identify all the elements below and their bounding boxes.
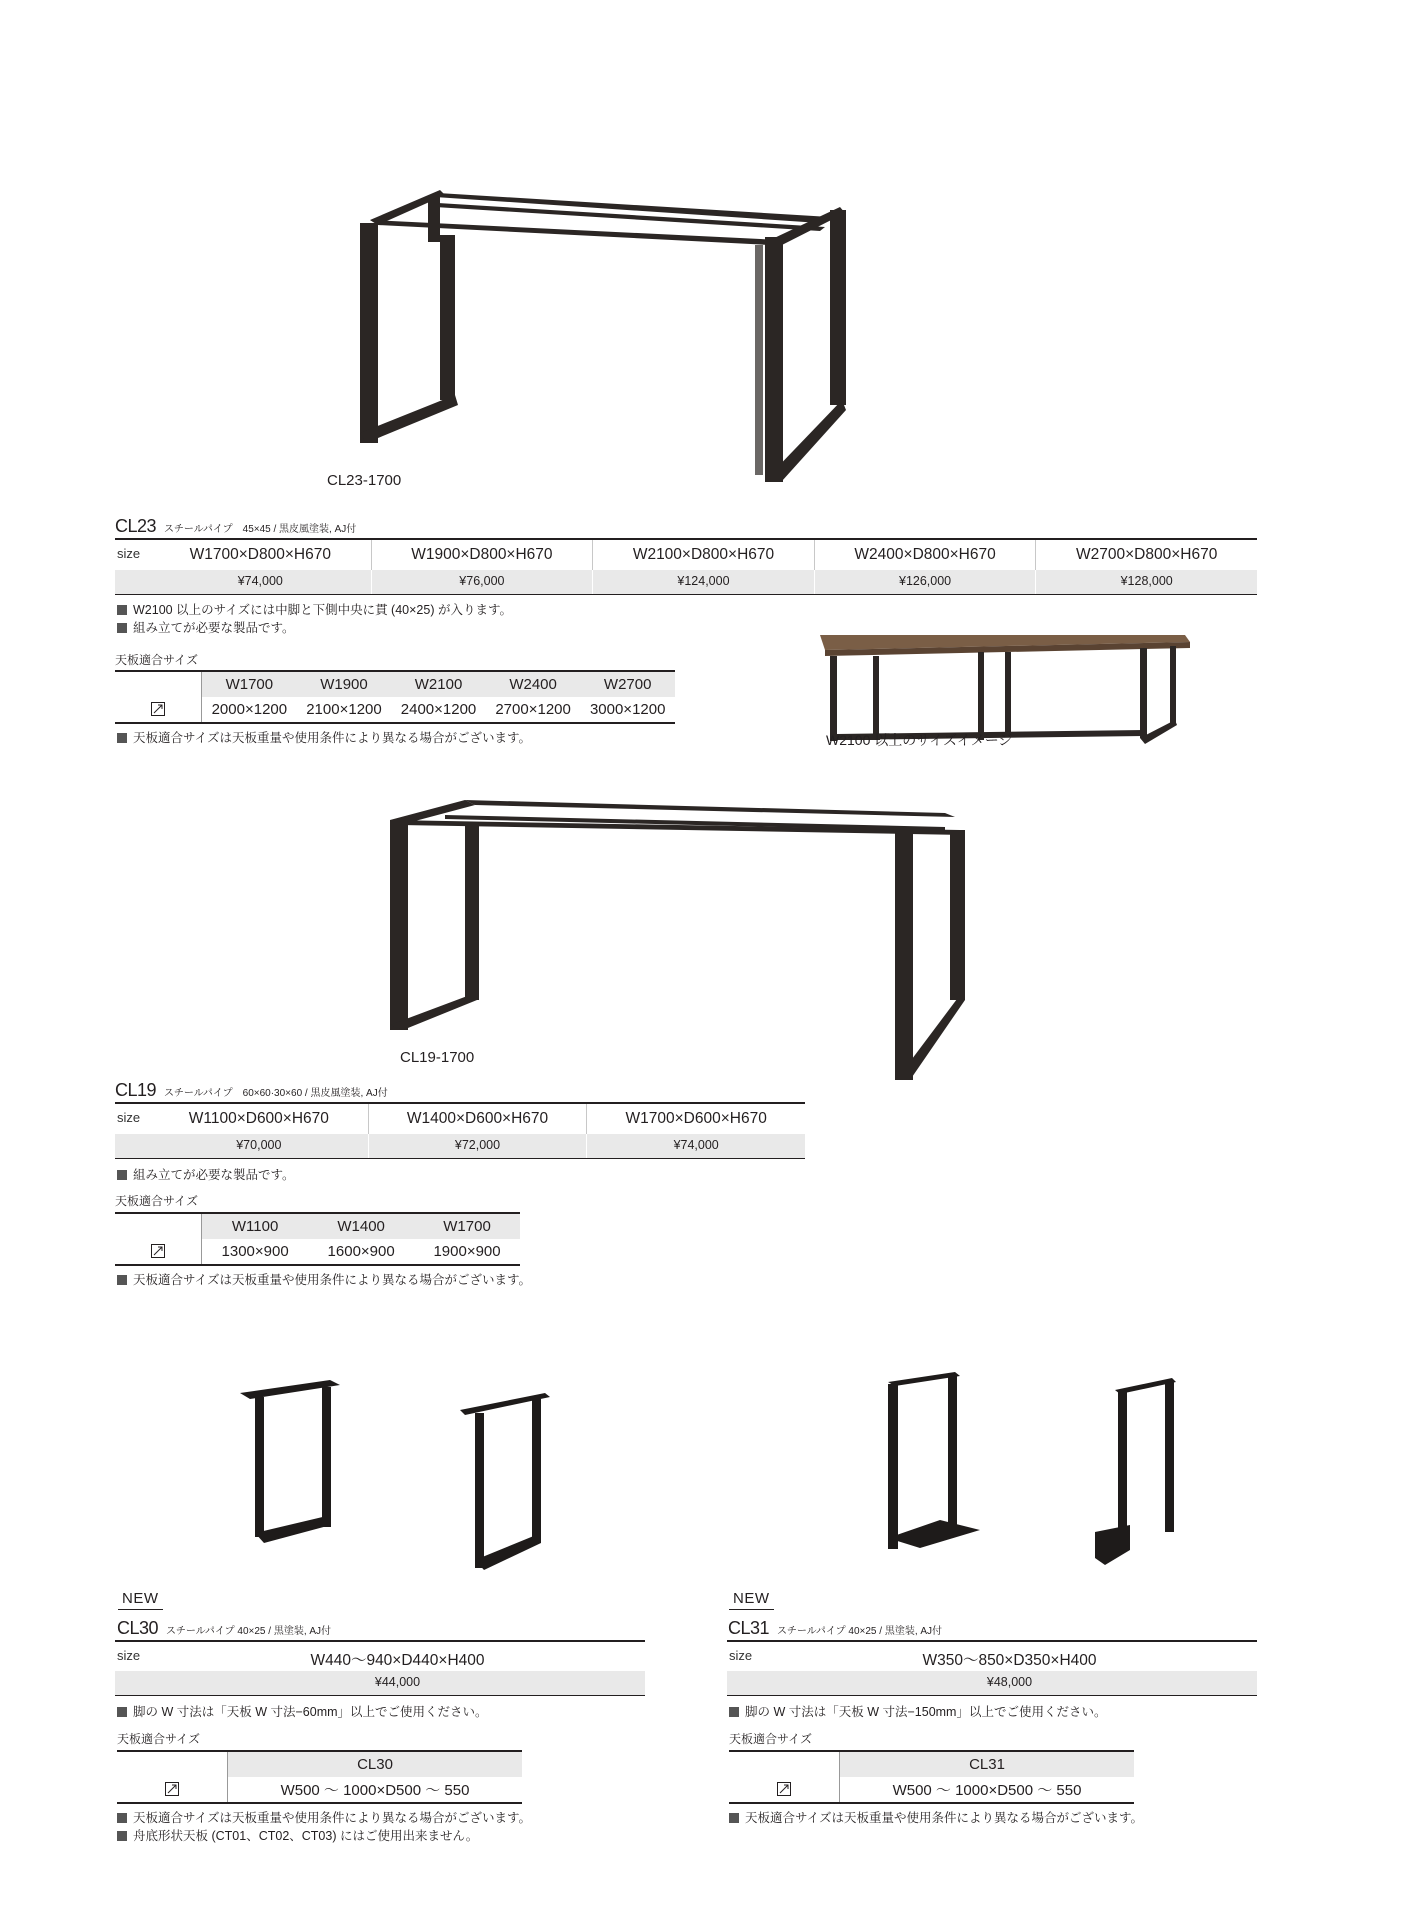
cl23-size-row: [150, 540, 1257, 572]
cl19-fit-table: [115, 1212, 520, 1266]
fit-value: 2400×1200: [391, 697, 486, 723]
price-cell: ¥124,000: [592, 570, 814, 594]
cl23-bottom-rule: [115, 594, 1257, 595]
cl23-fit-table: [115, 670, 675, 724]
note-text: 脚の W 寸法は「天板 W 寸法−60mm」以上でご使用ください。: [133, 1705, 488, 1719]
cl31-price-row: [727, 1671, 1257, 1695]
cl30-size-row: [150, 1642, 645, 1674]
cl19-size-row: [150, 1104, 805, 1136]
fit-icon-header: [115, 1213, 202, 1239]
cl19-size-label: size: [117, 1110, 141, 1125]
cl30-fit-note: [117, 1808, 531, 1826]
fit-icon-cell: [729, 1777, 840, 1803]
cl30-fit-note: [117, 1826, 478, 1844]
note-text: 舟底形状天板 (CT01、CT02、CT03) にはご使用出来ません。: [133, 1829, 479, 1843]
note-text: W2100 以上のサイズには中脚と下側中央に貫 (40×25) が入ります。: [133, 603, 512, 617]
size-cell: W1400×D600×H670: [368, 1104, 587, 1136]
fit-value: 3000×1200: [580, 697, 675, 723]
cl23-size-label: size: [117, 546, 141, 561]
cl31-bottom-rule: [727, 1695, 1257, 1696]
cl30-size-label: size: [117, 1648, 141, 1663]
note-text: 天板適合サイズは天板重量や使用条件により異なる場合がございます。: [745, 1811, 1144, 1825]
note-text: 天板適合サイズは天板重量や使用条件により異なる場合がございます。: [133, 1273, 532, 1287]
size-cell: W1100×D600×H670: [188, 1110, 329, 1127]
cl19-spec: スチールパイプ 60×60·30×60 / 黒皮風塗装, AJ付: [164, 1088, 388, 1099]
price-cell: ¥74,000: [586, 1134, 805, 1158]
fit-icon-cell: [115, 697, 202, 723]
cl23-wide-table-image: [815, 630, 1190, 745]
bullet-square-icon: [117, 1275, 127, 1285]
fit-header: W1900: [297, 671, 392, 697]
fit-icon-header: [115, 671, 202, 697]
cl30-new-badge: NEW: [118, 1590, 163, 1610]
price-cell: ¥74,000: [237, 574, 283, 588]
bullet-square-icon: [729, 1813, 739, 1823]
cl23-spec: スチールパイプ 45×45 / 黒皮風塗装, AJ付: [164, 524, 357, 535]
size-cell: W1700×D600×H670: [586, 1104, 805, 1136]
cl23-header: [115, 516, 356, 537]
cl30-price-row: [115, 1671, 645, 1695]
cl19-code: CL19: [115, 1080, 157, 1100]
bullet-square-icon: [117, 1831, 127, 1841]
tabletop-size-icon: [777, 1782, 791, 1796]
price-cell: ¥76,000: [371, 570, 593, 594]
fit-header: W2400: [486, 671, 581, 697]
cl30-leg-image: [235, 1375, 565, 1585]
cl19-price-row: [115, 1134, 805, 1158]
fit-value: 2700×1200: [486, 697, 581, 723]
cl31-size-row: [762, 1642, 1257, 1674]
cl31-spec: スチールパイプ 40×25 / 黒塗装, AJ付: [777, 1626, 943, 1637]
cl23-fit-note: [117, 728, 531, 746]
fit-header: CL31: [840, 1751, 1135, 1777]
cl19-header: [115, 1080, 388, 1101]
fit-header: W1400: [308, 1213, 414, 1239]
cl31-fit-note: [729, 1808, 1143, 1826]
fit-header: W1100: [202, 1213, 309, 1239]
cl23-code: CL23: [115, 516, 157, 536]
note-text: 組み立てが必要な製品です。: [133, 621, 295, 635]
cl30-fit-title: 天板適合サイズ: [117, 1732, 201, 1746]
fit-value: 2100×1200: [297, 697, 392, 723]
fit-icon-cell: [117, 1777, 228, 1803]
cl19-image-caption: CL19-1700: [400, 1049, 475, 1066]
bullet-square-icon: [117, 733, 127, 743]
cl23-table-frame-image: [350, 185, 1000, 495]
cl19-bottom-rule: [115, 1158, 805, 1159]
size-cell: W350〜850×D350×H400: [922, 1652, 1097, 1669]
fit-header: W2700: [580, 671, 675, 697]
note-text: 脚の W 寸法は「天板 W 寸法−150mm」以上でご使用ください。: [745, 1705, 1107, 1719]
cl31-fit-title: 天板適合サイズ: [729, 1732, 813, 1746]
fit-header: W1700: [202, 671, 297, 697]
tabletop-size-icon: [151, 1244, 165, 1258]
bullet-square-icon: [117, 1813, 127, 1823]
bullet-square-icon: [117, 605, 127, 615]
note-text: 天板適合サイズは天板重量や使用条件により異なる場合がございます。: [133, 1811, 532, 1825]
bullet-square-icon: [117, 623, 127, 633]
price-cell: ¥128,000: [1035, 570, 1257, 594]
cl19-note: [117, 1165, 295, 1183]
cl23-note: [117, 600, 512, 618]
price-cell: ¥48,000: [986, 1675, 1033, 1689]
fit-value: 1900×900: [414, 1239, 520, 1265]
cl23-image-caption: CL23-1700: [327, 472, 402, 489]
price-cell: ¥70,000: [236, 1138, 282, 1152]
fit-value: W500 〜 1000×D500 〜 550: [840, 1777, 1135, 1803]
fit-value: W500 〜 1000×D500 〜 550: [228, 1777, 523, 1803]
fit-header: CL30: [228, 1751, 523, 1777]
cl23-price-row: [115, 570, 1257, 594]
tabletop-size-icon: [151, 702, 165, 716]
cl19-table-frame-image: [385, 795, 970, 1085]
cl19-fit-note: [117, 1270, 531, 1288]
fit-header: W1700: [414, 1213, 520, 1239]
note-text: 組み立てが必要な製品です。: [133, 1168, 295, 1182]
cl30-spec: スチールパイプ 40×25 / 黒塗装, AJ付: [166, 1626, 332, 1637]
fit-value: 1600×900: [308, 1239, 414, 1265]
cl30-code: CL30: [117, 1618, 159, 1638]
price-cell: ¥126,000: [814, 570, 1036, 594]
cl30-note: [117, 1702, 488, 1720]
fit-value: 2000×1200: [202, 697, 297, 723]
fit-value: 1300×900: [202, 1239, 309, 1265]
cl31-code: CL31: [728, 1618, 770, 1638]
cl19-fit-title: 天板適合サイズ: [115, 1194, 199, 1208]
cl23-note: [117, 618, 295, 636]
size-cell: W2700×D800×H670: [1035, 540, 1257, 572]
price-cell: ¥44,000: [374, 1675, 421, 1689]
size-cell: W2400×D800×H670: [814, 540, 1036, 572]
fit-header: W2100: [391, 671, 486, 697]
cl31-note: [729, 1702, 1106, 1720]
cl31-header: [728, 1618, 942, 1639]
bullet-square-icon: [729, 1707, 739, 1717]
cl31-size-label: size: [729, 1648, 753, 1663]
cl30-header: [117, 1618, 331, 1639]
cl31-new-badge: NEW: [729, 1590, 774, 1610]
size-cell: W440〜940×D440×H400: [310, 1652, 485, 1669]
fit-icon-cell: [115, 1239, 202, 1265]
cl23-wide-image-caption: W2100 以上のサイズイメージ: [826, 732, 1013, 748]
cl23-fit-title: 天板適合サイズ: [115, 653, 199, 667]
note-text: 天板適合サイズは天板重量や使用条件により異なる場合がございます。: [133, 731, 532, 745]
cl31-fit-table: [729, 1750, 1134, 1804]
size-cell: W1900×D800×H670: [371, 540, 593, 572]
fit-icon-header: [729, 1751, 840, 1777]
cl30-bottom-rule: [115, 1695, 645, 1696]
fit-icon-header: [117, 1751, 228, 1777]
bullet-square-icon: [117, 1170, 127, 1180]
cl30-fit-table: [117, 1750, 522, 1804]
size-cell: W2100×D800×H670: [592, 540, 814, 572]
tabletop-size-icon: [165, 1782, 179, 1796]
price-cell: ¥72,000: [368, 1134, 587, 1158]
cl31-leg-image: [880, 1370, 1180, 1580]
size-cell: W1700×D800×H670: [189, 546, 331, 563]
bullet-square-icon: [117, 1707, 127, 1717]
